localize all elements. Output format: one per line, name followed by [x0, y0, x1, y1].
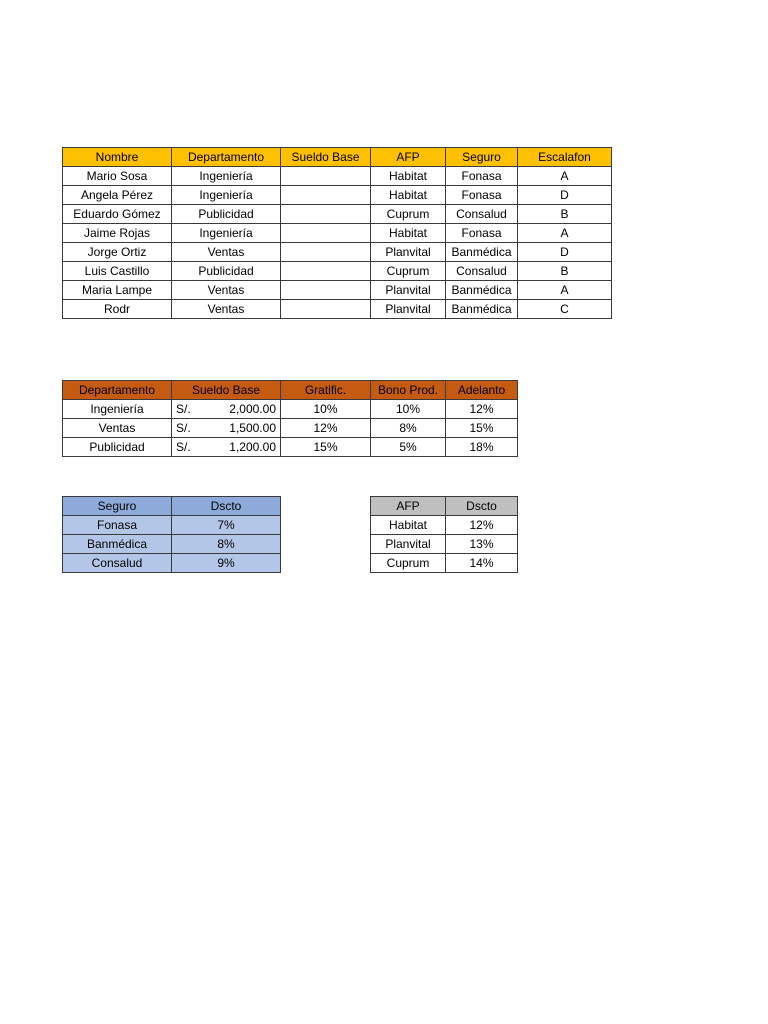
afp-cell[interactable]: Habitat [371, 516, 446, 535]
table-row [63, 419, 518, 438]
gratific-cell[interactable]: 15% [281, 438, 371, 457]
escalafon-cell[interactable]: A [518, 281, 612, 300]
seguro-cell[interactable]: Banmédica [63, 535, 172, 554]
departamento-cell[interactable]: Publicidad [63, 438, 172, 457]
nombre-cell[interactable]: Jorge Ortiz [63, 243, 172, 262]
seguro-cell[interactable]: Consalud [446, 262, 518, 281]
seguro-cell[interactable]: Fonasa [446, 186, 518, 205]
escalafon-cell[interactable]: C [518, 300, 612, 319]
departamento-cell[interactable]: Ventas [172, 281, 281, 300]
afp-cell[interactable]: Habitat [371, 167, 446, 186]
departments-header-row [63, 381, 518, 400]
sueldo-cell[interactable] [172, 419, 281, 438]
departamento-cell[interactable]: Publicidad [172, 262, 281, 281]
escalafon-cell[interactable]: A [518, 167, 612, 186]
header-cell[interactable]: Escalafon [518, 148, 612, 167]
dscto-cell[interactable]: 9% [172, 554, 281, 573]
table-row [63, 224, 612, 243]
seguro-cell[interactable]: Fonasa [446, 224, 518, 243]
table-row [63, 300, 612, 319]
header-cell[interactable]: AFP [371, 148, 446, 167]
seguro-cell[interactable]: Banmédica [446, 300, 518, 319]
currency-symbol: S/. [176, 402, 191, 416]
table-row [371, 516, 518, 535]
nombre-cell[interactable]: Luis Castillo [63, 262, 172, 281]
table-row [63, 281, 612, 300]
gratific-cell[interactable]: 10% [281, 400, 371, 419]
header-cell[interactable]: Dscto [172, 497, 281, 516]
afp-cell[interactable]: Cuprum [371, 554, 446, 573]
afp-cell[interactable]: Planvital [371, 535, 446, 554]
afp-cell[interactable]: Planvital [371, 281, 446, 300]
sueldo-cell[interactable] [281, 167, 371, 186]
header-cell[interactable]: Departamento [63, 381, 172, 400]
afp-cell[interactable]: Planvital [371, 243, 446, 262]
departamento-cell[interactable]: Ingeniería [63, 400, 172, 419]
bono-cell[interactable]: 5% [371, 438, 446, 457]
departamento-cell[interactable]: Ventas [63, 419, 172, 438]
sueldo-cell[interactable] [281, 205, 371, 224]
bono-cell[interactable]: 8% [371, 419, 446, 438]
sueldo-cell[interactable] [172, 438, 281, 457]
departamento-cell[interactable]: Ingeniería [172, 224, 281, 243]
employees-table [62, 147, 612, 319]
departamento-cell[interactable]: Ingeniería [172, 167, 281, 186]
employees-header-row [63, 148, 612, 167]
table-row [63, 516, 281, 535]
seguro-cell[interactable]: Consalud [446, 205, 518, 224]
adelanto-cell[interactable]: 18% [446, 438, 518, 457]
header-cell[interactable]: Gratific. [281, 381, 371, 400]
sueldo-cell[interactable] [281, 186, 371, 205]
currency-symbol: S/. [176, 421, 191, 435]
nombre-cell[interactable]: Rodr [63, 300, 172, 319]
afp-cell[interactable]: Habitat [371, 186, 446, 205]
dscto-cell[interactable]: 8% [172, 535, 281, 554]
header-cell[interactable]: Dscto [446, 497, 518, 516]
dscto-cell[interactable]: 7% [172, 516, 281, 535]
table-row [63, 535, 281, 554]
afp-cell[interactable]: Habitat [371, 224, 446, 243]
sueldo-cell[interactable] [281, 300, 371, 319]
afp-cell[interactable]: Cuprum [371, 205, 446, 224]
departamento-cell[interactable]: Ventas [172, 243, 281, 262]
departamento-cell[interactable]: Ingeniería [172, 186, 281, 205]
dscto-cell[interactable]: 14% [446, 554, 518, 573]
seguro-cell[interactable]: Consalud [63, 554, 172, 573]
afp-header-row [371, 497, 518, 516]
dscto-cell[interactable]: 12% [446, 516, 518, 535]
escalafon-cell[interactable]: A [518, 224, 612, 243]
header-cell[interactable]: Bono Prod. [371, 381, 446, 400]
table-row [371, 554, 518, 573]
escalafon-cell[interactable]: D [518, 186, 612, 205]
table-row [63, 186, 612, 205]
dscto-cell[interactable]: 13% [446, 535, 518, 554]
header-cell[interactable]: Sueldo Base [281, 148, 371, 167]
escalafon-cell[interactable]: D [518, 243, 612, 262]
seguro-cell[interactable]: Fonasa [446, 167, 518, 186]
table-row [63, 438, 518, 457]
table-row [371, 535, 518, 554]
header-cell[interactable]: Seguro [63, 497, 172, 516]
gratific-cell[interactable]: 12% [281, 419, 371, 438]
seguros-table [62, 496, 281, 573]
table-row [63, 262, 612, 281]
escalafon-cell[interactable]: B [518, 205, 612, 224]
header-cell[interactable]: AFP [371, 497, 446, 516]
table-row [63, 243, 612, 262]
table-row [63, 554, 281, 573]
departments-table [62, 380, 518, 457]
sueldo-cell[interactable] [172, 400, 281, 419]
amount: 2,000.00 [229, 402, 276, 416]
nombre-cell[interactable]: Maria Lampe [63, 281, 172, 300]
bono-cell[interactable]: 10% [371, 400, 446, 419]
table-row [63, 205, 612, 224]
afp-table [370, 496, 518, 573]
seguro-cell[interactable]: Fonasa [63, 516, 172, 535]
adelanto-cell[interactable]: 12% [446, 400, 518, 419]
sueldo-cell[interactable] [281, 243, 371, 262]
afp-cell[interactable]: Planvital [371, 300, 446, 319]
adelanto-cell[interactable]: 15% [446, 419, 518, 438]
table-row [63, 167, 612, 186]
header-cell[interactable]: Seguro [446, 148, 518, 167]
header-cell[interactable]: Adelanto [446, 381, 518, 400]
escalafon-cell[interactable]: B [518, 262, 612, 281]
header-cell[interactable]: Nombre [63, 148, 172, 167]
seguro-cell[interactable]: Banmédica [446, 281, 518, 300]
currency-symbol: S/. [176, 440, 191, 454]
nombre-cell[interactable]: Mario Sosa [63, 167, 172, 186]
seguro-cell[interactable]: Banmédica [446, 243, 518, 262]
header-cell[interactable]: Sueldo Base [172, 381, 281, 400]
departamento-cell[interactable]: Ventas [172, 300, 281, 319]
departamento-cell[interactable]: Publicidad [172, 205, 281, 224]
seguros-header-row [63, 497, 281, 516]
nombre-cell[interactable]: Eduardo Gómez [63, 205, 172, 224]
amount: 1,500.00 [229, 421, 276, 435]
sueldo-cell[interactable] [281, 281, 371, 300]
sueldo-cell[interactable] [281, 224, 371, 243]
nombre-cell[interactable]: Jaime Rojas [63, 224, 172, 243]
amount: 1,200.00 [229, 440, 276, 454]
table-row [63, 400, 518, 419]
nombre-cell[interactable]: Angela Pérez [63, 186, 172, 205]
afp-cell[interactable]: Cuprum [371, 262, 446, 281]
header-cell[interactable]: Departamento [172, 148, 281, 167]
sueldo-cell[interactable] [281, 262, 371, 281]
